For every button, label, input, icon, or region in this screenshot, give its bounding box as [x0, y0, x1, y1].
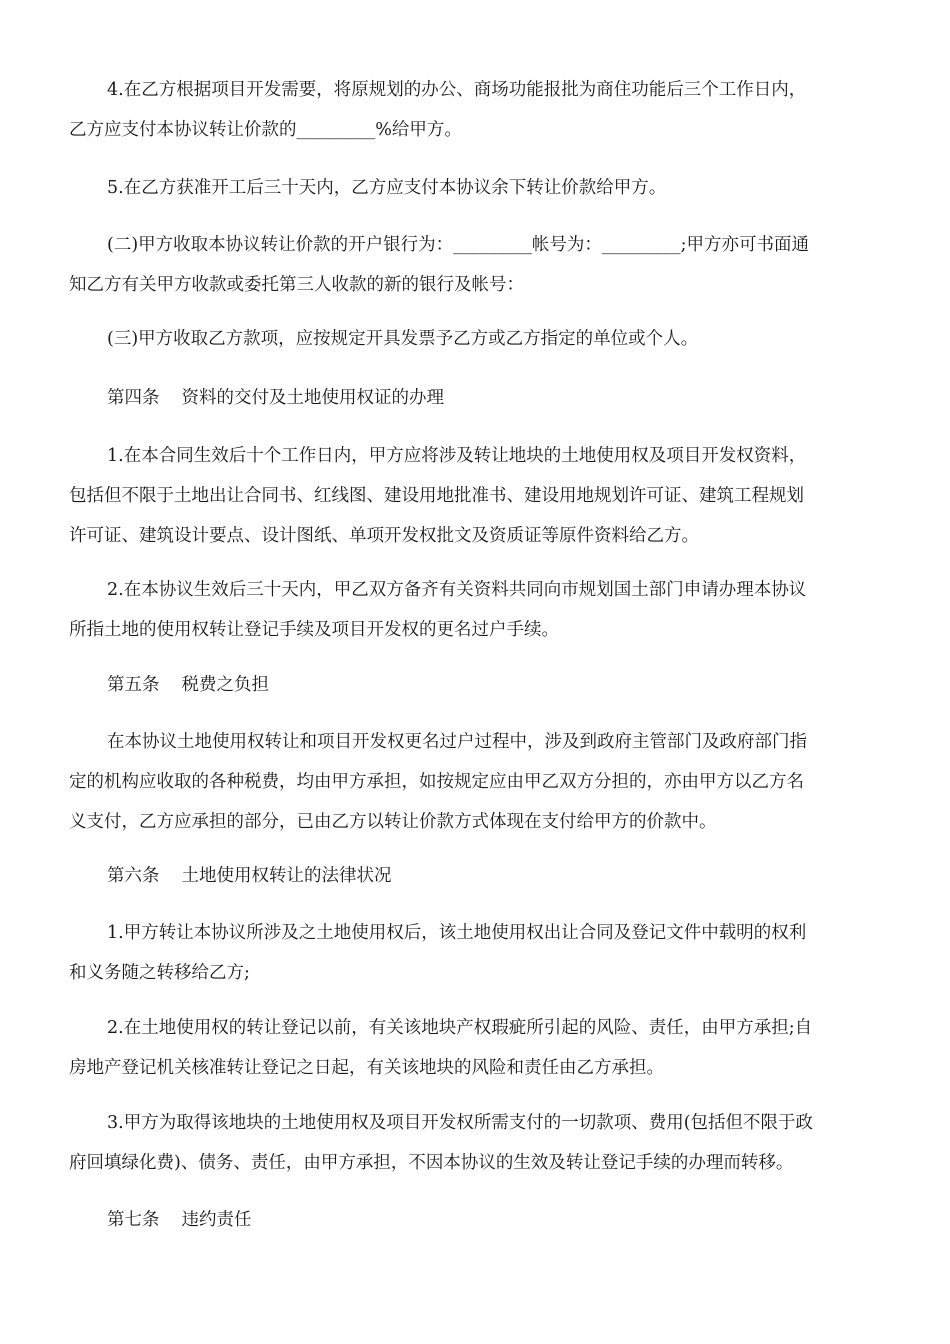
article-4-item-2 — [69, 572, 877, 648]
text-line: 和义务随之转移给乙方; — [69, 963, 250, 983]
clause-4-paragraph — [69, 72, 877, 148]
text-line: 许可证、建筑设计要点、设计图纸、单项开发权批文及资质证等原件资料给乙方。 — [69, 526, 699, 546]
text-line: 所指土地的使用权转让登记手续及项目开发权的更名过户手续。 — [69, 620, 559, 640]
text-line: 1.甲方转让本协议所涉及之土地使用权后，该土地使用权出让合同及登记文件中载明的权利 — [107, 923, 807, 943]
article-title: 资料的交付及土地使用权证的办理 — [181, 388, 444, 408]
text-line: 2.在本协议生效后三十天内，甲乙双方备齐有关资料共同向市规划国土部门申请办理本协议 — [107, 580, 807, 600]
article-7-heading — [107, 1202, 252, 1238]
text-line: 定的机构应收取的各种税费，均由甲方承担，如按规定应由甲乙双方分担的，亦由甲方以乙方名 — [69, 772, 804, 792]
text-line: (二)甲方收取本协议转让价款的开户银行为：_________帐号为：_________;甲方亦可书面通 — [107, 235, 810, 255]
article-title: 土地使用权转让的法律状况 — [181, 866, 392, 886]
article-title: 税费之负担 — [181, 675, 269, 695]
text-line: 2.在土地使用权的转让登记以前，有关该地块产权瑕疵所引起的风险、责任，由甲方承担;自 — [107, 1018, 813, 1038]
article-number: 第四条 — [107, 388, 160, 408]
text-line: 1.在本合同生效后十个工作日内，甲方应将涉及转让地块的土地使用权及项目开发权资料， — [107, 446, 807, 466]
article-number: 第六条 — [107, 866, 160, 886]
text-line: 房地产登记机关核准转让登记之日起，有关该地块的风险和责任由乙方承担。 — [69, 1058, 664, 1078]
article-number: 第五条 — [107, 675, 160, 695]
article-number: 第七条 — [107, 1210, 160, 1230]
article-6-item-1 — [69, 915, 877, 991]
text-line: 义支付，乙方应承担的部分，已由乙方以转让价款方式体现在支付给甲方的价款中。 — [69, 812, 717, 832]
text-line: 4.在乙方根据项目开发需要，将原规划的办公、商场功能报批为商住功能后三个工作日内， — [107, 80, 807, 100]
article-title: 违约责任 — [181, 1210, 252, 1230]
text-line: 知乙方有关甲方收款或委托第三人收款的新的银行及帐号： — [69, 275, 524, 295]
text-line: 在本协议土地使用权转让和项目开发权更名过户过程中，涉及到政府主管部门及政府部门指 — [107, 732, 807, 752]
text-line: 乙方应支付本协议转让价款的_________%给甲方。 — [69, 120, 462, 140]
article-5-heading — [107, 667, 269, 703]
text-line: 府回填绿化费)、债务、责任，由甲方承担，不因本协议的生效及转让登记手续的办理而转移。 — [69, 1153, 794, 1173]
article-6-item-2 — [69, 1010, 877, 1086]
article-4-item-1 — [69, 438, 877, 554]
text-line: 包括但不限于土地出让合同书、红线图、建设用地批准书、建设用地规划许可证、建筑工程规划 — [69, 486, 804, 506]
clause-5-paragraph — [107, 170, 877, 206]
article-6-item-3 — [69, 1105, 877, 1181]
article-6-heading — [107, 858, 392, 894]
article-4-heading — [107, 380, 444, 416]
invoice-paragraph — [107, 321, 877, 357]
text-line: 3.甲方为取得该地块的土地使用权及项目开发权所需支付的一切款项、费用(包括但不限于政 — [107, 1113, 814, 1133]
bank-account-paragraph — [69, 227, 877, 303]
article-5-body — [69, 724, 877, 840]
text-line: 5.在乙方获准开工后三十天内，乙方应支付本协议余下转让价款给甲方。 — [107, 178, 667, 198]
text-line: (三)甲方收取乙方款项，应按规定开具发票予乙方或乙方指定的单位或个人。 — [107, 329, 699, 349]
